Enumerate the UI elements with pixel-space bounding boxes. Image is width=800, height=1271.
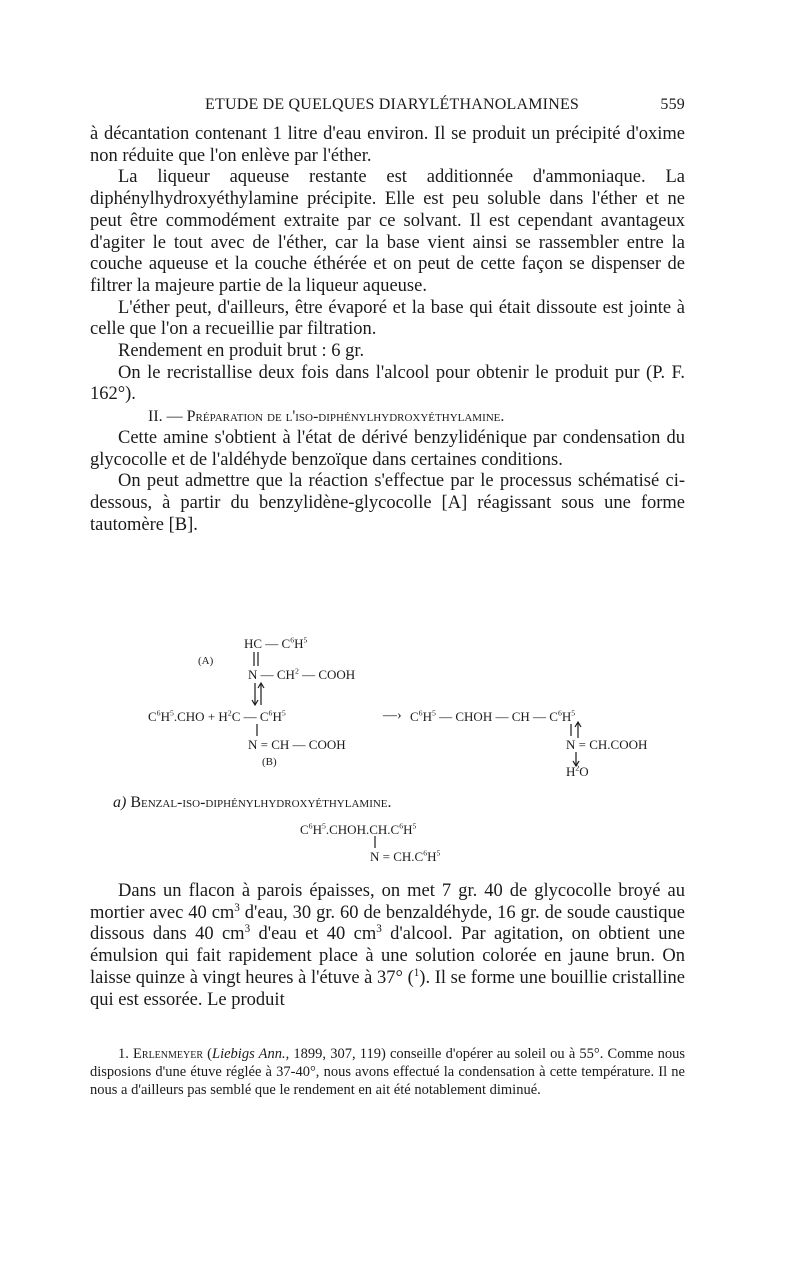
footnote-text: 1. Erlenmeyer (Liebigs Ann., 1899, 307, 119) conseille d'opérer au soleil ou à 55°. Comme nous disposions d'une étuve réglée à 37-40°, nous avons effectué la condensation à cette température. Il ne nous a d'ailleurs pas semblé que le rendement en ait été notablement diminué.	[90, 1046, 685, 1098]
scheme-reactant: $C^6H^5.CHO + H^2C$ — $C^6H^5$	[148, 708, 286, 724]
scheme-b-row: N = CH — COOH	[248, 737, 346, 752]
scheme-a-row2: N — $CH^2$ — COOH	[248, 666, 356, 682]
paragraph: à décantation contenant 1 litre d'eau environ. Il se produit un précipité d'oxime non réduite que l'on enlève par l'éther.	[90, 124, 685, 166]
scheme-water: $H^2O$	[566, 763, 589, 779]
paragraph: Dans un flacon à parois épaisses, on met 7 gr. 40 de glycocolle broyé au mortier avec 40 $cm^3$ d'eau, 30 gr. 60 de benzaldéhyde, 16 gr. de soude caustique dissous dans 40 $cm^3$ d'eau et 40 $cm^3$ d'alcool. Par agitation, on obtient une émulsion qui fait rapidement place à une solution colorée en jaune brun. On laisse quinze à vingt heures à l'étuve à 37° ($^1$). Il se forme une bouillie cristalline qui est essorée. Le produit	[90, 881, 685, 1010]
paragraph: On le recristallise deux fois dans l'alcool pour obtenir le produit pur (P. F. 162°).	[90, 362, 685, 405]
running-title: ETUDE DE QUELQUES DIARYLÉTHANOLAMINES	[205, 96, 580, 113]
scheme-product-row2: N = CH.COOH	[566, 737, 648, 752]
formula-line-1: $C^6H^5.CHOH.CH.C^6H^5$	[300, 821, 417, 837]
paragraph: L'éther peut, d'ailleurs, être évaporé et la base qui était dissoute est jointe à celle que l'on a recueillie par filtration.	[90, 297, 685, 340]
label-a: (A)	[198, 655, 214, 667]
paragraph: On peut admettre que la réaction s'effectue par le processus schématisé ci-dessous, à partir du benzylidène-glycocolle [A] réagissant sous une forme tautomère [B].	[90, 471, 685, 535]
body-text-2	[90, 881, 685, 1011]
reaction-arrow: —›	[383, 708, 402, 723]
page-number: 559	[660, 96, 685, 113]
paragraph: Rendement en produit brut : 6 gr.	[118, 341, 365, 362]
label-b: (B)	[262, 756, 277, 768]
subsection-heading	[113, 794, 392, 812]
scheme-product: $C^6H^5$ — CHOH — CH — $C^6H^5$	[410, 708, 576, 724]
formula-line-2: $N = CH.C^6H^5$	[370, 848, 441, 864]
subsection-label: a)	[113, 794, 127, 811]
subsection-title: Benzal-iso-diphénylhydroxyéthylamine.	[130, 794, 392, 811]
paragraph: Cette amine s'obtient à l'état de dérivé benzylidénique par condensation du glycocolle et de l'aldéhyde benzoïque dans certaines conditions.	[90, 427, 685, 470]
footnote	[90, 1045, 685, 1099]
scheme-a-top: HC — $C^6H^5$	[244, 635, 308, 651]
paragraph: La liqueur aqueuse restante est additionnée d'ammoniaque. La diphénylhydroxyéthylamine précipite. Elle est peu soluble dans l'éther et ne peut être commodément extraite par ce solvant. Il est cependant avantageux d'agiter le tout avec de l'éther, car la base vient ainsi se rassembler entre la couche aqueuse et la couche éthérée et on peut de cette façon se dispenser de filtrer la majeure partie de la liqueur aqueuse.	[90, 167, 685, 296]
section-number: II. —	[148, 408, 183, 426]
section-title: Préparation de l'iso-diphénylhydroxyéthylamine.	[186, 408, 505, 426]
